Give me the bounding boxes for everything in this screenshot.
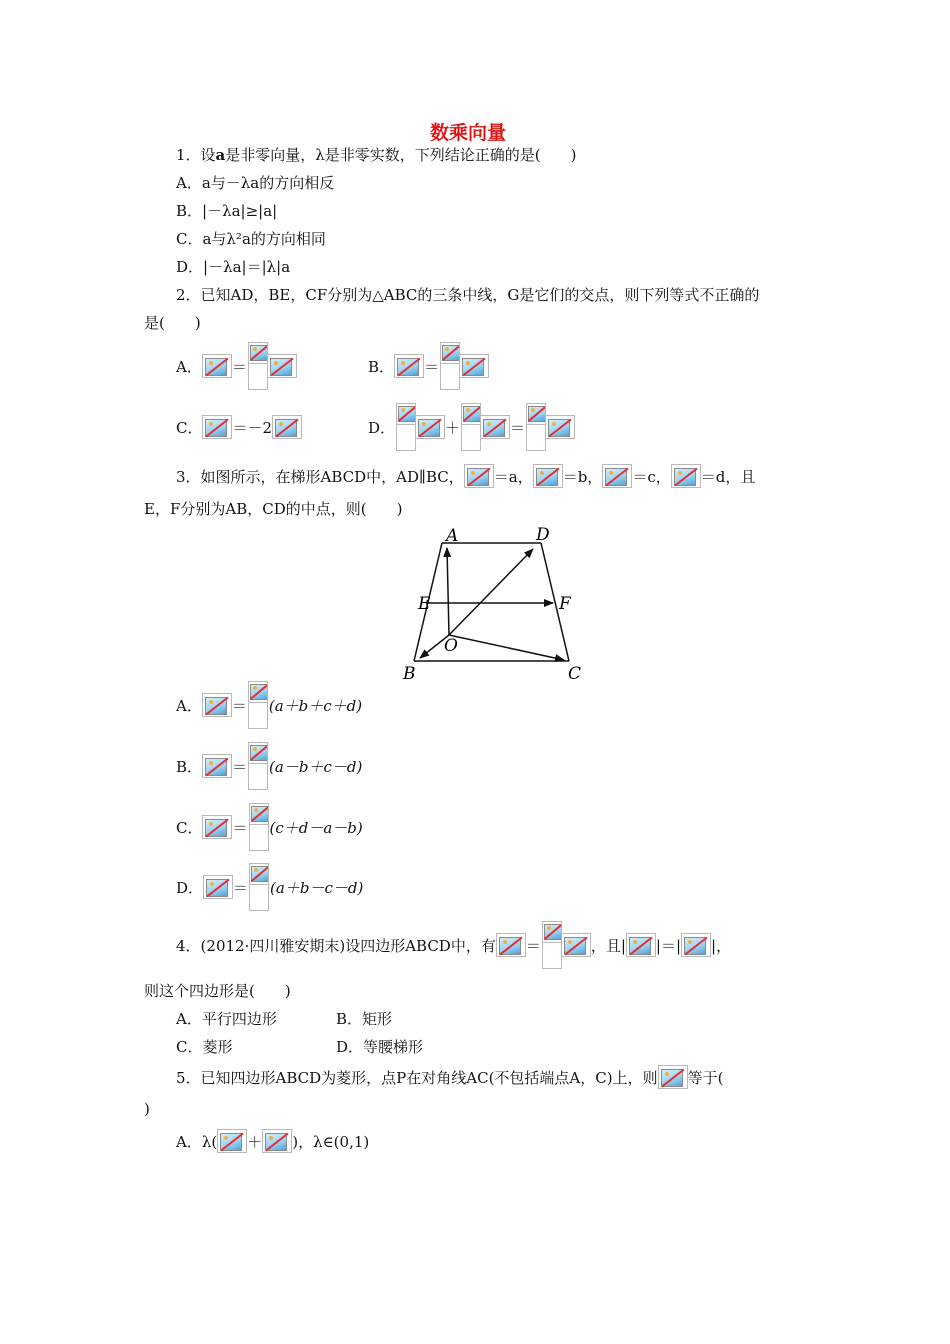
q3-b-label: B． [176,757,203,776]
vector-image-icon [202,693,232,717]
q4-option-b: B．矩形 [336,1010,393,1028]
vector-image-icon [272,415,302,439]
q1-stem-vector: a [215,146,226,164]
vector-image-icon [533,464,563,488]
vector-image-icon [496,933,526,957]
vector-image-icon [394,354,424,378]
q3-c-label: C． [176,818,203,837]
fraction [526,403,546,451]
q4-stem-line1 [176,920,731,970]
q3-stem-line2: E，F分别为AB，CD的中点，则( ) [144,500,403,518]
vector-image-icon [545,415,575,439]
fraction-image-icon [248,681,268,703]
q4-stem-line2: 则这个四边形是( ) [144,982,291,1000]
vector-image-icon [202,415,232,439]
q2-b-label: B． [368,357,395,376]
vector-image-icon [262,1129,292,1153]
q4-option-a: A．平行四边形 [176,1010,277,1028]
fraction [461,403,481,451]
vector-image-icon [464,464,494,488]
label-o: O [444,636,458,656]
q1-stem-pre: 1．设 [176,146,216,164]
fraction [248,681,268,729]
q3-option-d [176,862,363,912]
q2-d-eq: ＝ [510,418,526,437]
q2-option-d [368,402,575,452]
q3-option-b [176,741,362,791]
q4-option-d: D．等腰梯形 [336,1038,424,1056]
q5-a-plus: ＋ [247,1132,263,1151]
q2-stem-line2: 是( ) [144,314,201,332]
vector-image-icon [415,415,445,439]
fraction [396,403,416,451]
label-f: F [559,594,571,614]
q5-option-a [176,1128,369,1154]
q3-eq-d: ＝d，且 [700,467,756,486]
q3-option-c [176,802,363,852]
vector-image-icon [561,933,591,957]
q4-bar-eq: |＝| [655,936,682,955]
q5-a-post: )，λ∈(0,1) [292,1132,370,1151]
fraction-image-icon [526,403,546,425]
vector-od [449,549,533,635]
q3-eq-c: ＝c， [632,467,671,486]
q2-c-label: C． [176,418,203,437]
q3-option-a [176,680,362,730]
fraction-image-icon [440,342,460,364]
vector-image-icon [671,464,701,488]
fraction-image-icon [542,921,562,943]
fraction [248,742,268,790]
fraction-image-icon [249,863,269,885]
vector-image-icon [203,875,233,899]
vector-image-icon [202,815,232,839]
q3-d-label: D． [176,878,204,897]
q1-stem [176,145,577,165]
q5-stem-post: 等于( [687,1068,724,1087]
q5-stem-line1 [176,1064,723,1090]
vector-image-icon [681,933,711,957]
q5-stem-pre: 5．已知四边形ABCD为菱形，点P在对角线AC(不包括端点A，C)上，则 [176,1068,658,1087]
q5-stem-line2: ) [144,1100,150,1118]
label-b: B [403,664,416,684]
q2-a-eq: ＝ [231,357,247,376]
q3-stem-line1 [176,463,755,489]
q2-option-c [176,402,302,452]
q2-d-plus: ＋ [445,418,461,437]
fraction-image-icon [396,403,416,425]
q1-option-b: B．|－λa|≥|a| [176,202,278,220]
q3-d-eq: ＝ [233,878,249,897]
q1-option-c: C．a与λ²a的方向相同 [176,230,326,248]
q4-eq: ＝ [525,936,541,955]
vector-image-icon [602,464,632,488]
q3-b-expr: (a－b＋c－d) [269,757,363,776]
q2-c-eq: ＝－2 [232,418,273,437]
q3-b-eq: ＝ [232,757,248,776]
q4-option-c: C．菱形 [176,1038,233,1056]
q2-option-a [176,341,297,391]
q4-end: |， [711,936,732,955]
vector-oc [449,635,564,660]
q3-a-label: A． [176,696,202,715]
fraction [249,803,269,851]
q3-eq-b: ＝b， [562,467,603,486]
vector-image-icon [459,354,489,378]
q1-option-d: D．|－λa|＝|λ|a [176,258,291,276]
vector-oa [447,548,449,635]
q1-option-a: A．a与－λa的方向相反 [176,174,335,192]
q3-eq-a: ＝a， [493,467,533,486]
vector-image-icon [202,354,232,378]
page-title: 数乘向量 [430,122,507,144]
label-c: C [568,664,582,684]
q3-c-eq: ＝ [232,818,248,837]
fraction-image-icon [249,803,269,825]
label-e: E [418,594,431,614]
fraction [249,863,269,911]
q3-a-eq: ＝ [231,696,247,715]
vector-image-icon [480,415,510,439]
q3-c-expr: (c＋d－a－b) [269,818,363,837]
q2-a-label: A． [176,357,202,376]
vector-image-icon [202,754,232,778]
q3-stem-pre: 3．如图所示，在梯形ABCD中，AD∥BC， [176,467,464,486]
vector-image-icon [217,1129,247,1153]
label-d: D [536,525,550,545]
q1-stem-rest: 是非零向量，λ是非零实数，下列结论正确的是( ) [225,146,577,164]
vector-image-icon [626,933,656,957]
q3-d-expr: (a＋b－c－d) [270,878,364,897]
fraction-image-icon [248,342,268,364]
fraction [542,921,562,969]
fraction-image-icon [248,742,268,764]
label-a: A [446,526,459,546]
q3-a-expr: (a＋b＋c＋d) [268,696,363,715]
q5-a-pre: A．λ( [176,1132,218,1151]
vector-image-icon [658,1065,688,1089]
fraction [248,342,268,390]
fraction [440,342,460,390]
q4-and: ，且| [590,936,626,955]
q4-stem-pre: 4．(2012·四川雅安期末)设四边形ABCD中，有 [176,936,496,955]
q2-b-eq: ＝ [424,357,440,376]
trapezoid-figure [400,522,600,687]
fraction-image-icon [461,403,481,425]
q2-stem-line1: 2．已知AD，BE，CF分别为△ABC的三条中线，G是它们的交点，则下列等式不正确的 [176,286,760,304]
q2-option-b [368,341,489,391]
q2-d-label: D． [368,418,396,437]
vector-image-icon [267,354,297,378]
